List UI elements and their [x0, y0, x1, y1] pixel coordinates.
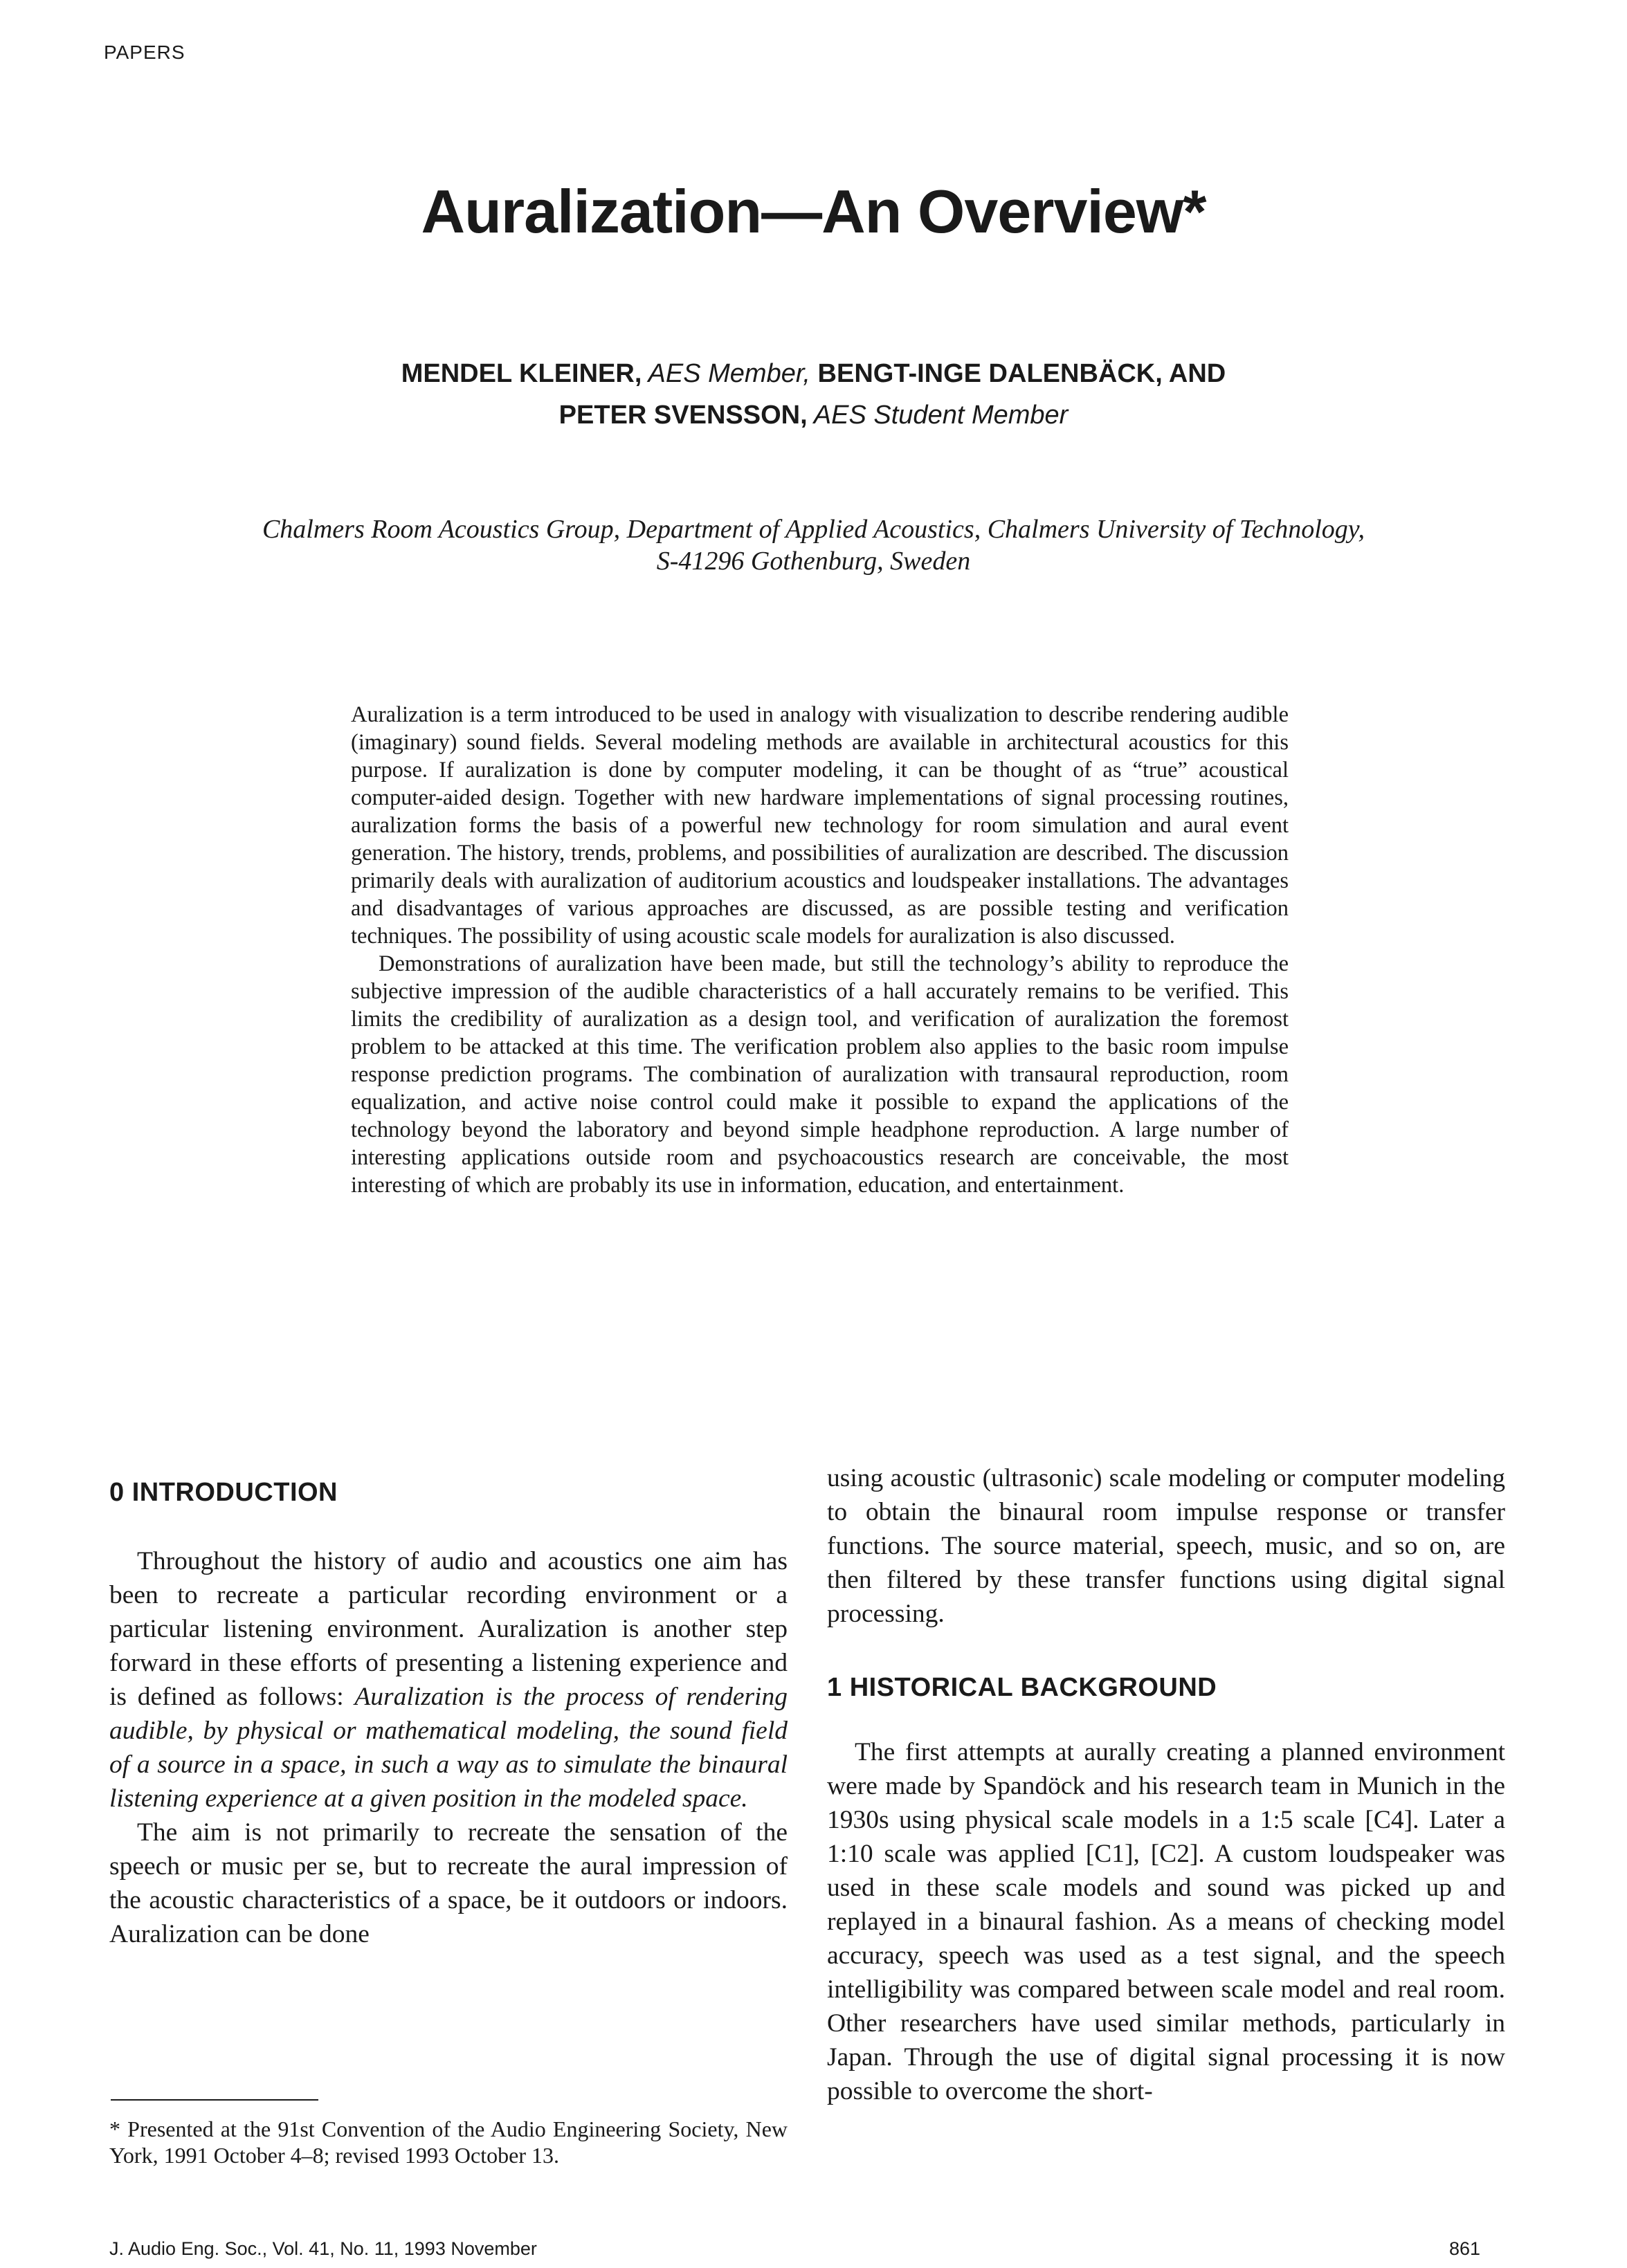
author-name: MENDEL KLEINER,	[401, 359, 642, 388]
author-membership: AES Student Member	[807, 401, 1069, 430]
continued-paragraph: using acoustic (ultrasonic) scale modeling or computer modeling to obtain the binaural room impulse response or transfer functions. The source material, speech, music, and so on, are then filtered by these transfer functions using digital signal processing.	[827, 1464, 1505, 1628]
section-heading-introduction: 0 INTRODUCTION	[109, 1478, 338, 1507]
history-paragraph-1: The first attempts at aurally creating a planned environment were made by Spandöck and his research team in Munich in the 1930s using physical scale models in a 1:5 scale [C4]. Later a 1:10 scale was applied [C1], [C2]. A custom loudspeaker was used in these scale models and sound was picked up and replayed in a binaural fashion. As a means of checking model accuracy, speech was used as a test signal, and the speech intelligibility was compared between scale model and real room. Other researchers have used similar methods, particularly in Japan. Through the use of digital signal processing it is now possible to overcome the short-	[827, 1738, 1505, 2105]
intro-paragraph-2: The aim is not primarily to recreate the sensation of the speech or music per se, but to recreate the aural impression of the acoustic characteristics of a space, be it outdoors or indoors. Auralization can be done	[109, 1818, 788, 1948]
author-membership: AES Member,	[642, 359, 810, 388]
intro-paragraph-1	[109, 1544, 788, 1816]
journal-citation: J. Audio Eng. Soc., Vol. 41, No. 11, 1993 November	[109, 2238, 537, 2259]
affiliation-line-1: Chalmers Room Acoustics Group, Department of Applied Acoustics, Chalmers University of Technology,	[262, 515, 1365, 544]
section-label: PAPERS	[104, 42, 185, 63]
section-heading-historical-background: 1 HISTORICAL BACKGROUND	[827, 1673, 1217, 1702]
footnote-rule	[111, 2099, 318, 2101]
auralization-definition: Auralization is the process of rendering audible, by physical or mathematical modeling, the sound field of a source in a space, in such a way as to simulate the binaural listening experience at a given position in the modeled space.	[109, 1683, 788, 1813]
affiliation-line-2: S-41296 Gothenburg, Sweden	[656, 547, 971, 576]
footnote: * Presented at the 91st Convention of the Audio Engineering Society, New York, 1991 October 4–8; revised 1993 October 13.	[109, 2116, 788, 2168]
author-line-2	[0, 394, 1627, 436]
author-block	[0, 353, 1627, 436]
author-name: PETER SVENSSON,	[558, 401, 808, 430]
abstract-paragraph-1: Auralization is a term introduced to be used in analogy with visualization to describe rendering audible (imaginary) sound fields. Several modeling methods are available in architectural acoustics for this purpose. If auralization is done by computer modeling, it can be thought of as “true” acoustical computer-aided design. Together with new hardware implementations of signal processing routines, auralization forms the basis of a powerful new technology for room simulation and aural event generation. The history, trends, problems, and possibilities of auralization are described. The discussion primarily deals with auralization of auditorium acoustics and loudspeaker installations. The advantages and disadvantages of various approaches are discussed, as are possible testing and verification techniques. The possibility of using acoustic scale models for auralization is also discussed.	[351, 702, 1289, 949]
abstract	[351, 701, 1289, 1199]
paper-title: Auralization—An Overview*	[421, 177, 1206, 246]
page-number: 861	[1448, 2238, 1480, 2259]
affiliation	[0, 513, 1627, 577]
author-name: BENGT-INGE DALENBÄCK, AND	[810, 359, 1226, 388]
left-column	[109, 1476, 788, 1951]
intro-text: Throughout the history of audio and acoustics one aim has been to recreate a particular recording environment or a particular listening environment. Auralization is another step forward in these efforts of presenting a listening experience and is defined as follows:	[109, 1547, 788, 1711]
author-line-1	[0, 353, 1627, 394]
right-column	[827, 1461, 1505, 2108]
abstract-paragraph-2: Demonstrations of auralization have been made, but still the technology’s ability to reproduce the subjective impression of the audible characteristics of a hall accurately remains to be verified. This limits the credibility of auralization as a design tool, and verification of auralization the foremost problem to be attacked at this time. The verification problem also applies to the basic room impulse response prediction programs. The combination of auralization with transaural reproduction, room equalization, and active noise control could make it possible to expand the applications of the technology beyond the laboratory and beyond simple headphone reproduction. A large number of interesting applications outside room and psychoacoustics research are conceivable, the most interesting of which are probably its use in information, education, and entertainment.	[351, 951, 1289, 1198]
